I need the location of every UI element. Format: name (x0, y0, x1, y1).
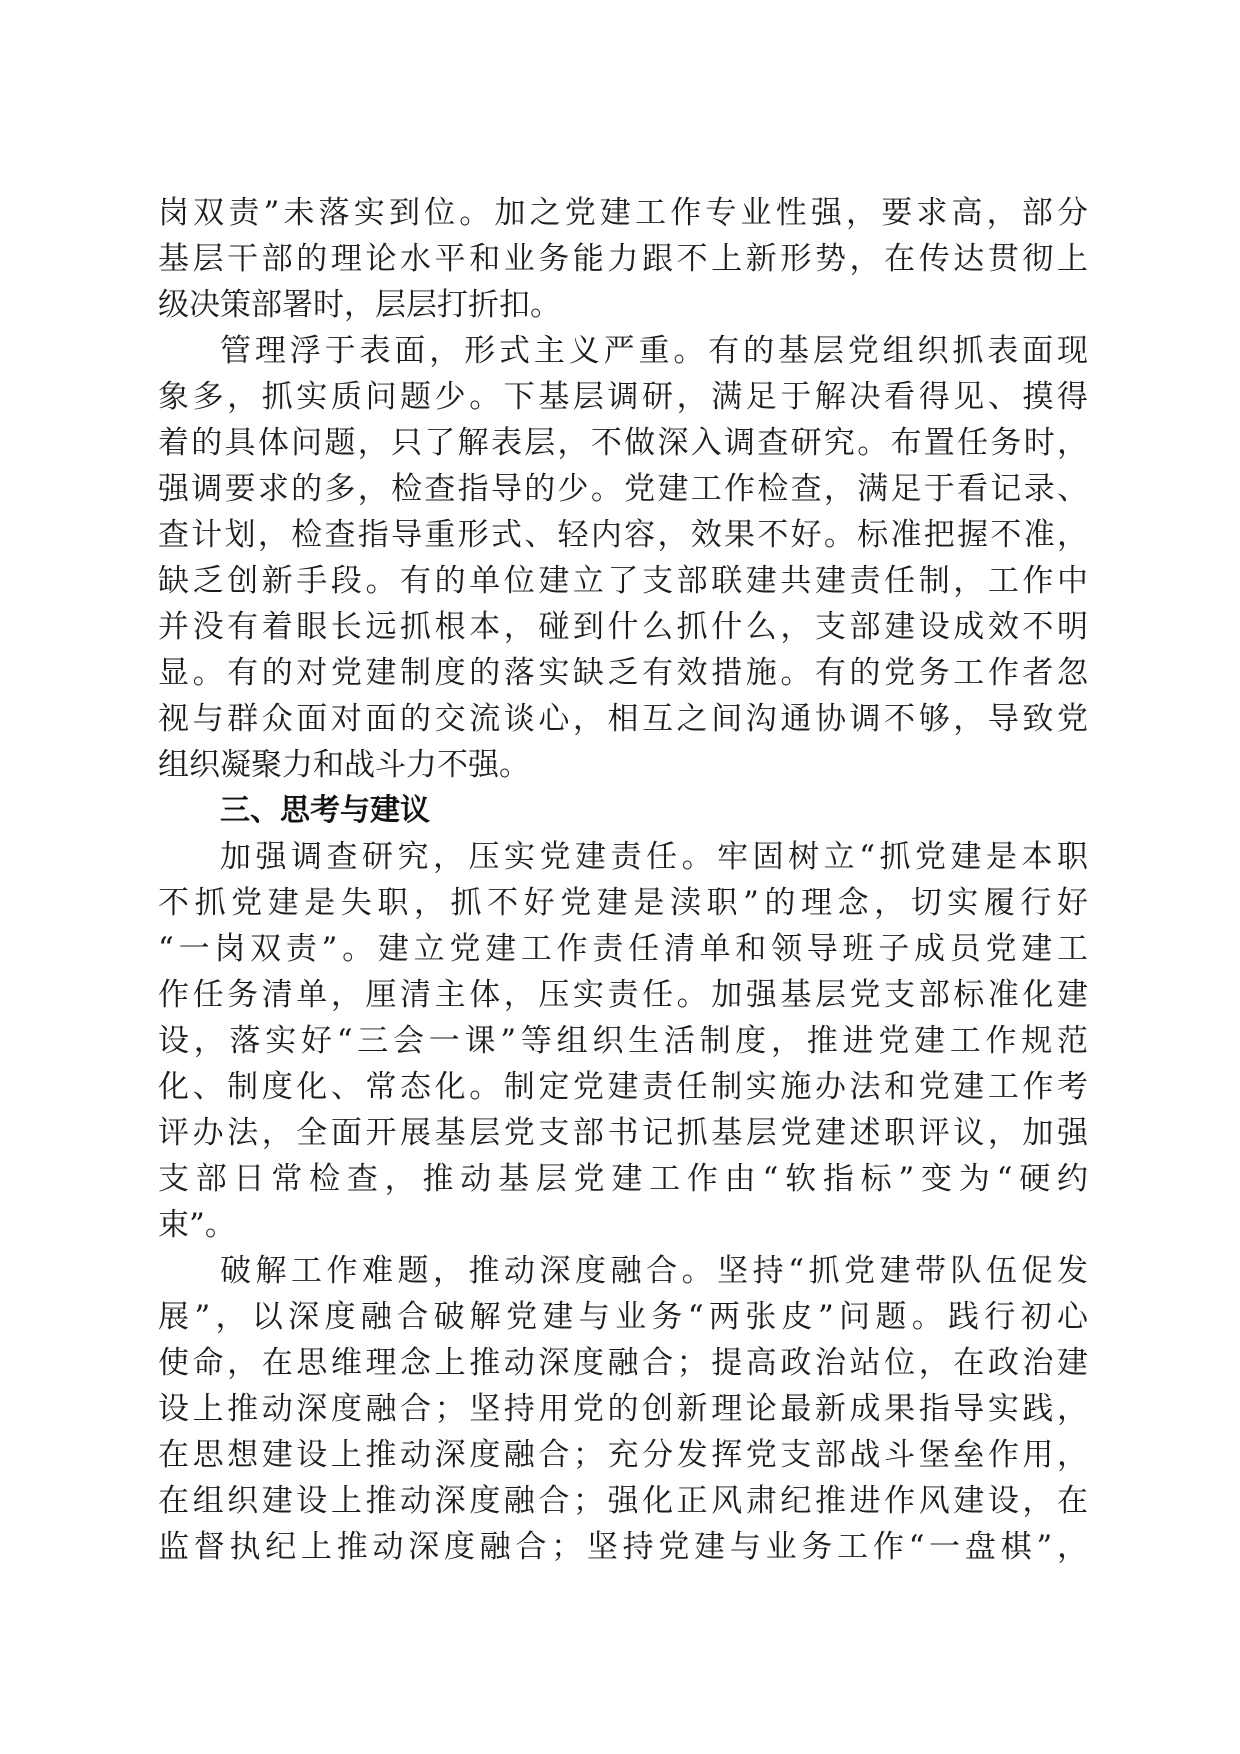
paragraph-line: 在组织建设上推动深度融合；强化正风肃纪推进作风建设，在 (158, 1483, 1088, 1519)
paragraph-line: 支部日常检查，推动基层党建工作由“软指标”变为“硬约 (158, 1161, 1088, 1197)
paragraph-line: 使命，在思维理念上推动深度融合；提高政治站位，在政治建 (158, 1345, 1088, 1381)
paragraph-line: 显。有的对党建制度的落实缺乏有效措施。有的党务工作者忽 (158, 655, 1088, 691)
paragraph-line: 在思想建设上推动深度融合；充分发挥党支部战斗堡垒作用， (158, 1437, 1088, 1473)
paragraph-line: 查计划，检查指导重形式、轻内容，效果不好。标准把握不准， (158, 517, 1088, 553)
paragraph-line: 着的具体问题，只了解表层，不做深入调查研究。布置任务时， (158, 425, 1088, 461)
document-body (158, 190, 1088, 1570)
paragraph-line: 评办法，全面开展基层党支部书记抓基层党建述职评议，加强 (158, 1115, 1088, 1151)
paragraph-line: 设上推动深度融合；坚持用党的创新理论最新成果指导实践， (158, 1391, 1088, 1427)
paragraph-line: 级决策部署时，层层打折扣。 (158, 287, 561, 323)
paragraph-line: 象多，抓实质问题少。下基层调研，满足于解决看得见、摸得 (158, 379, 1088, 415)
paragraph-line: 管理浮于表面，形式主义严重。有的基层党组织抓表面现 (220, 333, 1088, 369)
paragraph-line: 并没有着眼长远抓根本，碰到什么抓什么，支部建设成效不明 (158, 609, 1088, 645)
paragraph-line: 组织凝聚力和战斗力不强。 (158, 747, 530, 783)
paragraph-line: “一岗双责”。建立党建工作责任清单和领导班子成员党建工 (158, 931, 1088, 967)
paragraph-line: 束”。 (158, 1207, 236, 1243)
paragraph-line: 破解工作难题，推动深度融合。坚持“抓党建带队伍促发 (220, 1253, 1088, 1289)
paragraph-line: 强调要求的多，检查指导的少。党建工作检查，满足于看记录、 (158, 471, 1088, 507)
paragraph-line: 岗双责”未落实到位。加之党建工作专业性强，要求高，部分 (158, 195, 1088, 231)
paragraph-line: 设，落实好“三会一课”等组织生活制度，推进党建工作规范 (158, 1023, 1088, 1059)
section-heading: 三、思考与建议 (220, 793, 430, 828)
paragraph-line: 展”，以深度融合破解党建与业务“两张皮”问题。践行初心 (158, 1299, 1088, 1335)
paragraph-line: 加强调查研究，压实党建责任。牢固树立“抓党建是本职 (220, 839, 1088, 875)
paragraph-line: 基层干部的理论水平和业务能力跟不上新形势，在传达贯彻上 (158, 241, 1088, 277)
paragraph-line: 化、制度化、常态化。制定党建责任制实施办法和党建工作考 (158, 1069, 1088, 1105)
paragraph-line: 视与群众面对面的交流谈心，相互之间沟通协调不够，导致党 (158, 701, 1088, 737)
paragraph-line: 不抓党建是失职，抓不好党建是渎职”的理念，切实履行好 (158, 885, 1088, 921)
paragraph-line: 缺乏创新手段。有的单位建立了支部联建共建责任制，工作中 (158, 563, 1088, 599)
paragraph-line: 监督执纪上推动深度融合；坚持党建与业务工作“一盘棋”， (158, 1529, 1088, 1565)
paragraph-line: 作任务清单，厘清主体，压实责任。加强基层党支部标准化建 (158, 977, 1088, 1013)
